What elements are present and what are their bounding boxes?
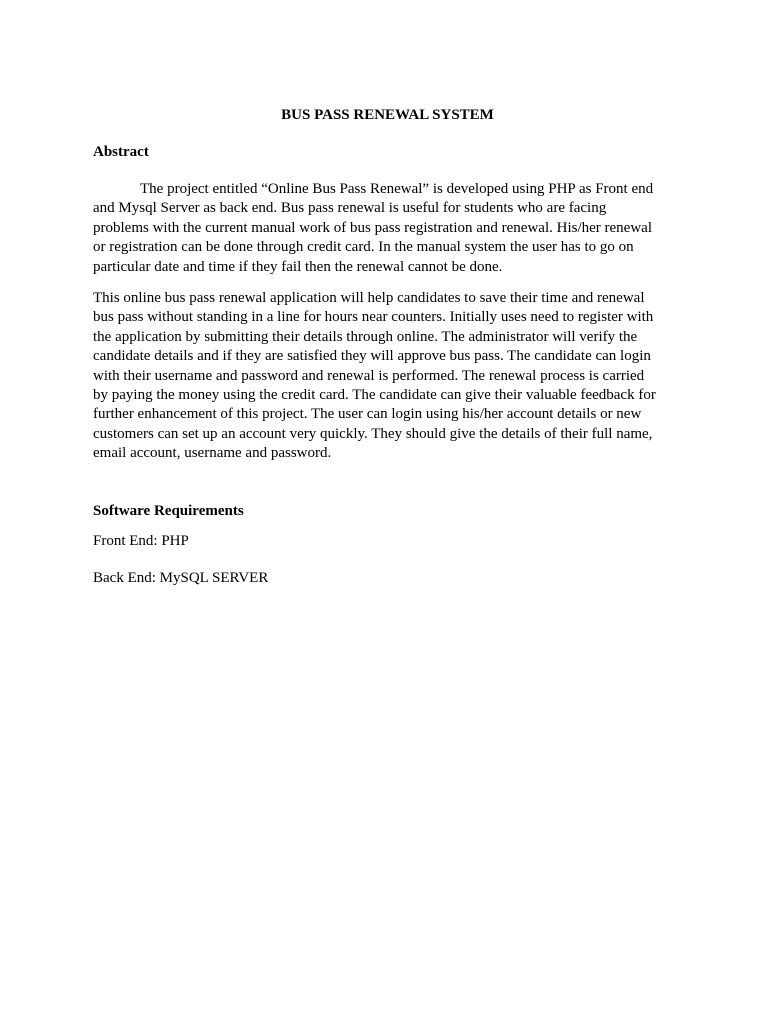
paragraph-line: further enhancement of this project. The user can login using his/her account details or new [93, 406, 642, 423]
paragraph-line: particular date and time if they fail then the renewal cannot be done. [93, 258, 503, 275]
paragraph-line: with their username and password and renewal is performed. The renewal process is carried [93, 367, 645, 384]
back-end-requirement: Back End: MySQL SERVER [93, 570, 269, 586]
paragraph-line: email account, username and password. [93, 445, 332, 462]
software-requirements-heading: Software Requirements [93, 503, 244, 519]
front-end-requirement: Front End: PHP [93, 533, 189, 549]
abstract-paragraph-1 [93, 180, 675, 277]
abstract-heading: Abstract [93, 144, 149, 160]
paragraph-line: This online bus pass renewal application will help candidates to save their time and renewal [93, 290, 645, 306]
abstract-paragraph-2 [93, 289, 675, 464]
document-title: BUS PASS RENEWAL SYSTEM [281, 107, 494, 123]
paragraph-line: and Mysql Server as back end. Bus pass renewal is useful for students who are facing [93, 200, 607, 217]
paragraph-line: The project entitled “Online Bus Pass Renewal” is developed using PHP as Front end [140, 181, 654, 197]
paragraph-line: candidate details and if they are satisfied they will approve bus pass. The candidate can login [93, 348, 651, 365]
paragraph-line: by paying the money using the credit card. The candidate can give their valuable feedback for [93, 387, 656, 404]
paragraph-line: the application by submitting their details through online. The administrator will verify the [93, 328, 638, 345]
paragraph-line: bus pass without standing in a line for hours near counters. Initially uses need to register with [93, 309, 654, 326]
paragraph-line: customers can set up an account very quickly. They should give the details of their full name, [93, 425, 653, 442]
paragraph-line: or registration can be done through credit card. In the manual system the user has to go on [93, 239, 634, 256]
paragraph-line: problems with the current manual work of bus pass registration and renewal. His/her renewal [93, 219, 652, 236]
